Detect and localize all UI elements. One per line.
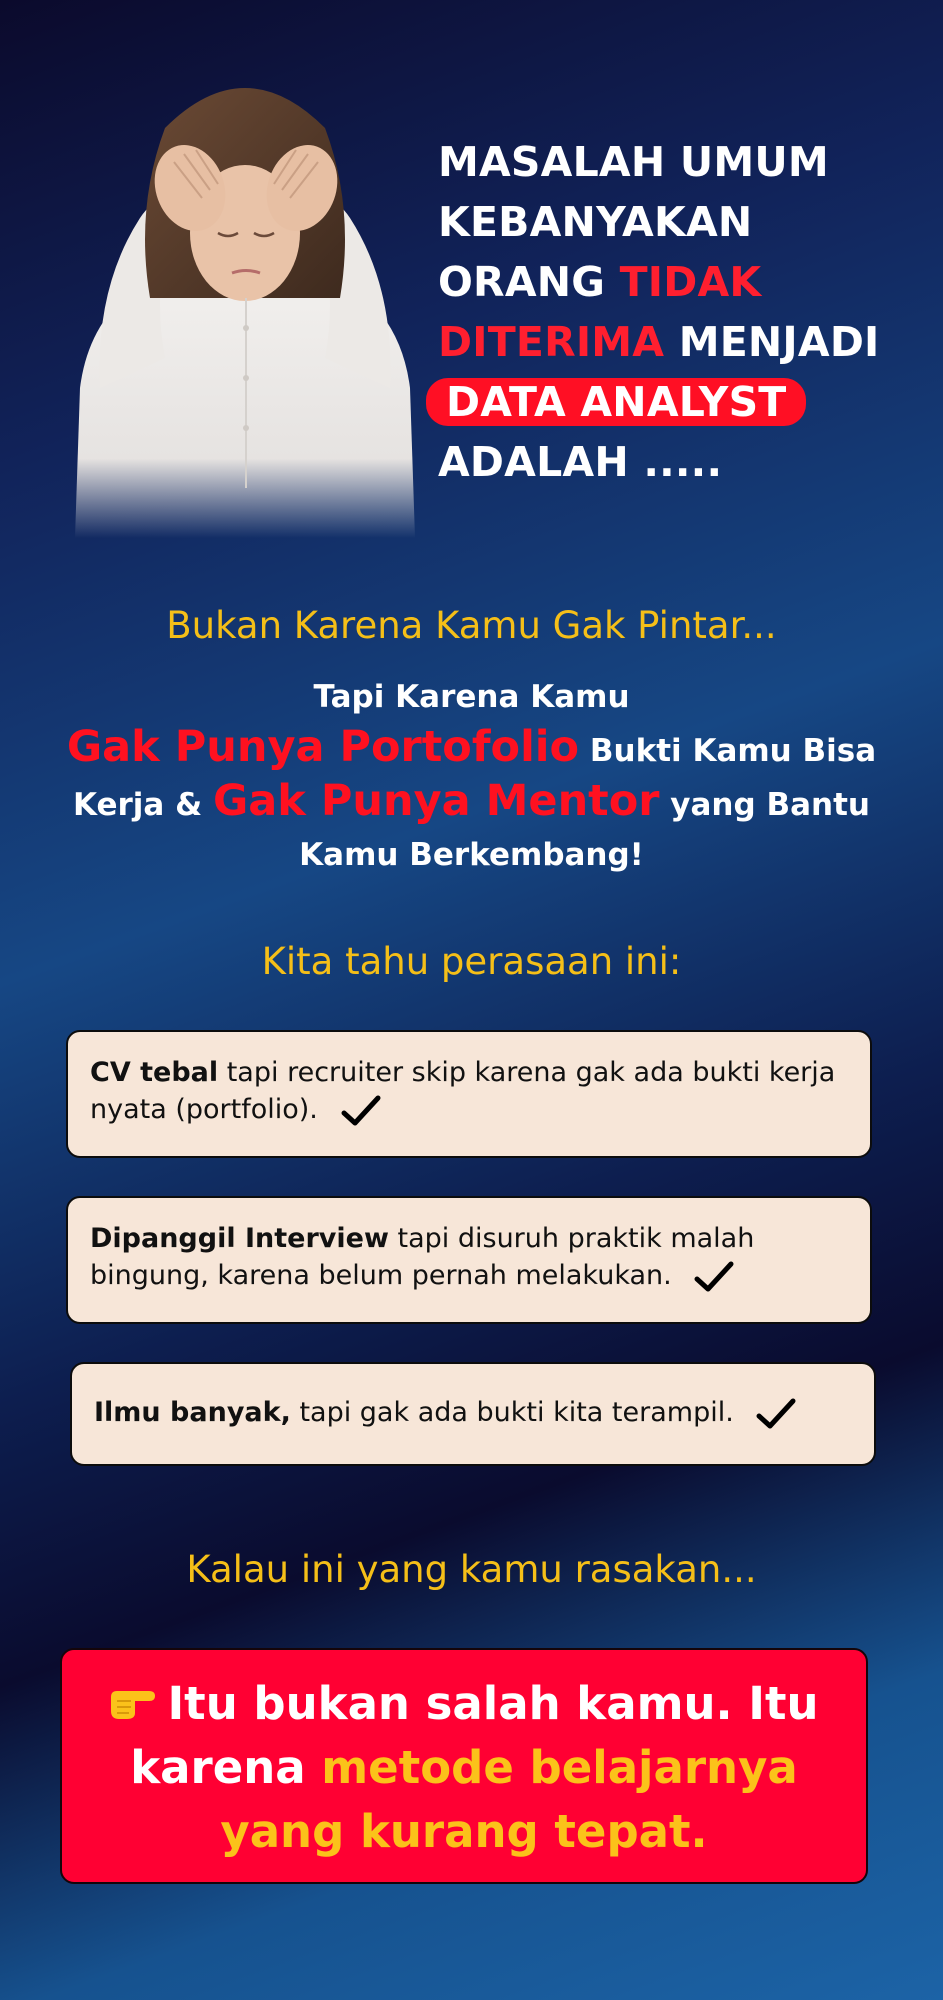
pointing-hand-icon xyxy=(109,1683,157,1721)
feelings-title: Kita tahu perasaan ini: xyxy=(261,940,682,983)
headline-highlight-diterima: DITERIMA xyxy=(438,318,665,366)
stressed-woman-photo xyxy=(70,58,420,538)
feeling-card-1: CV tebal tapi recruiter skip karena gak ada bukti kerja nyata (portfolio). xyxy=(66,1030,872,1158)
headline-highlight-tidak: TIDAK xyxy=(619,258,762,306)
intro-tagline: Tapi Karena Kamu Gak Punya Portofolio Bukti Kamu Bisa Kerja & Gak Punya Mentor yang Bantu Kamu Berkembang! xyxy=(66,679,877,873)
headline-line-6: ADALAH ..... xyxy=(438,438,723,486)
intro-subtitle: Bukan Karena Kamu Gak Pintar... xyxy=(166,604,777,647)
checkmark-icon xyxy=(341,1095,381,1127)
tagline-highlight-portofolio: Gak Punya Portofolio xyxy=(66,722,580,772)
checkmark-icon xyxy=(756,1398,796,1430)
data-analyst-pill: DATA ANALYST xyxy=(426,378,806,426)
feeling-card-3: Ilmu banyak, tapi gak ada bukti kita terampil. xyxy=(70,1362,876,1466)
tagline-highlight-mentor: Gak Punya Mentor xyxy=(212,776,660,826)
checkmark-icon xyxy=(694,1261,734,1293)
hero-headline xyxy=(438,132,918,492)
headline-line-5 xyxy=(438,372,918,432)
cta-highlight: metode belajarnya yang kurang tepat. xyxy=(220,1741,798,1858)
headline-line-1: MASALAH UMUM xyxy=(438,138,829,186)
closing-title: Kalau ini yang kamu rasakan... xyxy=(186,1548,757,1591)
cta-banner: Itu bukan salah kamu. Itu karena metode belajarnya yang kurang tepat. xyxy=(60,1648,868,1884)
feeling-card-2: Dipanggil Interview tapi disuruh praktik malah bingung, karena belum pernah melakukan. xyxy=(66,1196,872,1324)
headline-line-2: KEBANYAKAN xyxy=(438,198,753,246)
headline-line-4: DITERIMA MENJADI xyxy=(438,318,880,366)
headline-line-3: ORANG TIDAK xyxy=(438,258,762,306)
